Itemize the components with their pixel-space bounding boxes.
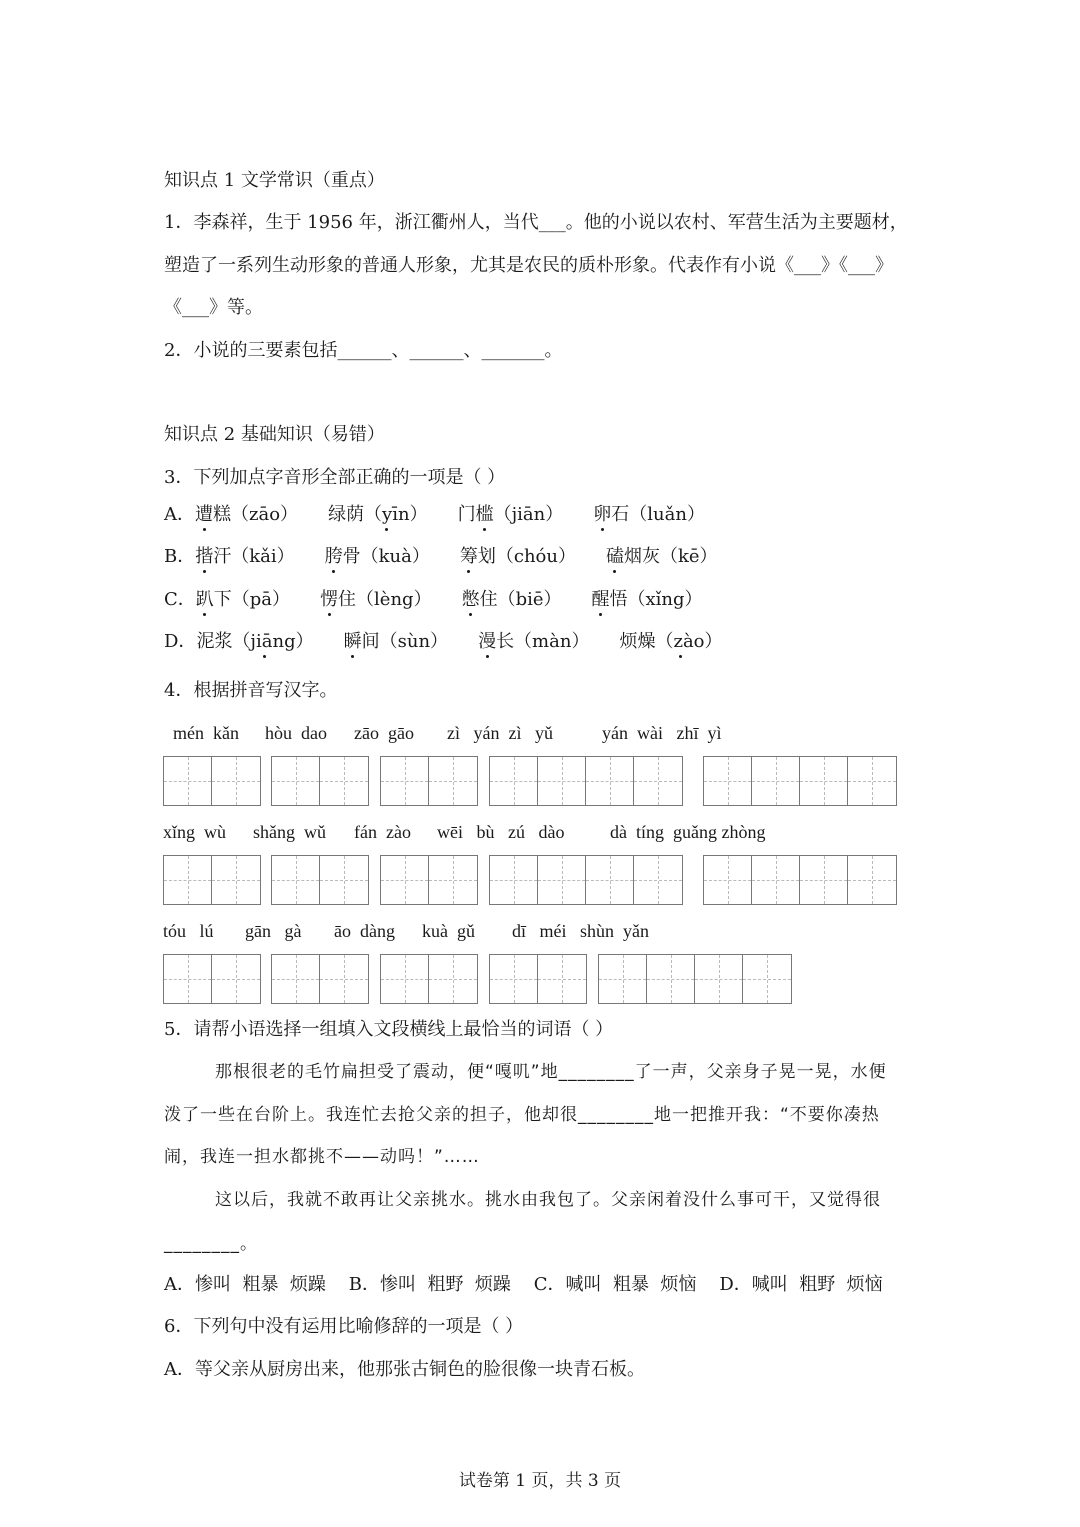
writing-box[interactable] <box>489 756 683 806</box>
q5-passage-line: 闹，我连一担水都挑不——动吗！”…… <box>164 1147 480 1167</box>
pinyin: tóu lú <box>163 921 214 941</box>
q5-stem: 5．请帮小语选择一组填入文段横线上最恰当的词语（ ） <box>164 1019 614 1040</box>
writing-box[interactable] <box>163 954 261 1004</box>
q5-options: A．惨叫 粗暴 烦躁 B．惨叫 粗野 烦躁 C．喊叫 粗暴 烦恼 D．喊叫 粗野 烦恼 <box>164 1274 883 1295</box>
q4-stem: 4．根据拼音写汉字。 <box>164 680 338 701</box>
q5-passage-line: ________。 <box>164 1234 258 1254</box>
writing-box[interactable] <box>271 756 369 806</box>
writing-box[interactable] <box>380 954 478 1004</box>
q1-line3: 《___》等。 <box>164 297 263 318</box>
writing-box[interactable] <box>380 855 478 905</box>
q1-line1: 1．李森祥，生于 1956 年，浙江衢州人，当代___。他的小说以农村、军营生活为主要题材， <box>164 212 908 233</box>
writing-box[interactable] <box>163 756 261 806</box>
pinyin: dà tíng guǎng zhòng <box>610 822 766 842</box>
pinyin: mén kǎn <box>173 723 239 743</box>
writing-box[interactable] <box>271 855 369 905</box>
pinyin: dī méi shùn yǎn <box>512 921 649 941</box>
writing-box[interactable] <box>703 756 897 806</box>
pinyin: shǎng wǔ <box>253 822 326 842</box>
q2-text: 2．小说的三要素包括______、______、_______。 <box>164 340 563 361</box>
q3-option-c: C．趴下（pā） 愣住（lèng） 憋住（biē） 醒悟（xǐng） <box>164 589 703 610</box>
pinyin: hòu dao <box>265 723 327 743</box>
pinyin: kuà gǔ <box>422 921 475 941</box>
q3-stem: 3．下列加点字音形全部正确的一项是（ ） <box>164 467 506 488</box>
section2-title: 知识点 2 基础知识（易错） <box>164 424 385 445</box>
q3-option-a: A．遭糕（zāo） 绿荫（yīn） 门槛（jiān） 卵石（luǎn） <box>164 504 705 525</box>
writing-box[interactable] <box>598 954 792 1004</box>
q6-stem: 6．下列句中没有运用比喻修辞的一项是（ ） <box>164 1316 524 1337</box>
pinyin: zì yán zì yǔ <box>447 723 553 743</box>
pinyin: wēi bù zú dào <box>437 822 565 842</box>
pinyin: zāo gāo <box>354 723 414 743</box>
writing-box[interactable] <box>163 855 261 905</box>
pinyin: yán wài zhī yì <box>602 723 722 743</box>
pinyin: xǐng wù <box>163 822 226 842</box>
writing-box[interactable] <box>489 855 683 905</box>
writing-box[interactable] <box>271 954 369 1004</box>
q3-option-b: B．揩汗（kǎi） 胯骨（kuà） 筹划（chóu） 磕烟灰（kē） <box>164 546 718 567</box>
q1-line2: 塑造了一系列生动形象的普通人形象，尤其是农民的质朴形象。代表作有小说《___》《___》 <box>164 255 893 276</box>
q5-passage-line: 泼了一些在台阶上。我连忙去抢父亲的担子，他却很________地一把推开我：“不要你凑热 <box>164 1105 880 1125</box>
pinyin: fán zào <box>354 822 411 842</box>
q5-passage-line: 这以后，我就不敢再让父亲挑水。挑水由我包了。父亲闲着没什么事可干，又觉得很 <box>215 1190 881 1210</box>
writing-box[interactable] <box>489 954 587 1004</box>
writing-box[interactable] <box>703 855 897 905</box>
q3-option-d: D．泥浆（jiāng） 瞬间（sùn） 漫长（màn） 烦燥（zào） <box>164 631 723 652</box>
section1-title: 知识点 1 文学常识（重点） <box>164 170 385 191</box>
pinyin: āo dàng <box>334 921 395 941</box>
writing-box[interactable] <box>380 756 478 806</box>
pinyin: gān gà <box>245 921 302 941</box>
page-footer: 试卷第 1 页，共 3 页 <box>458 1471 622 1491</box>
q6-option-a: A．等父亲从厨房出来，他那张古铜色的脸很像一块青石板。 <box>164 1359 645 1380</box>
q5-passage-line: 那根很老的毛竹扁担受了震动，便“嘎叽”地________了一声，父亲身子晃一晃，水便 <box>215 1062 887 1082</box>
